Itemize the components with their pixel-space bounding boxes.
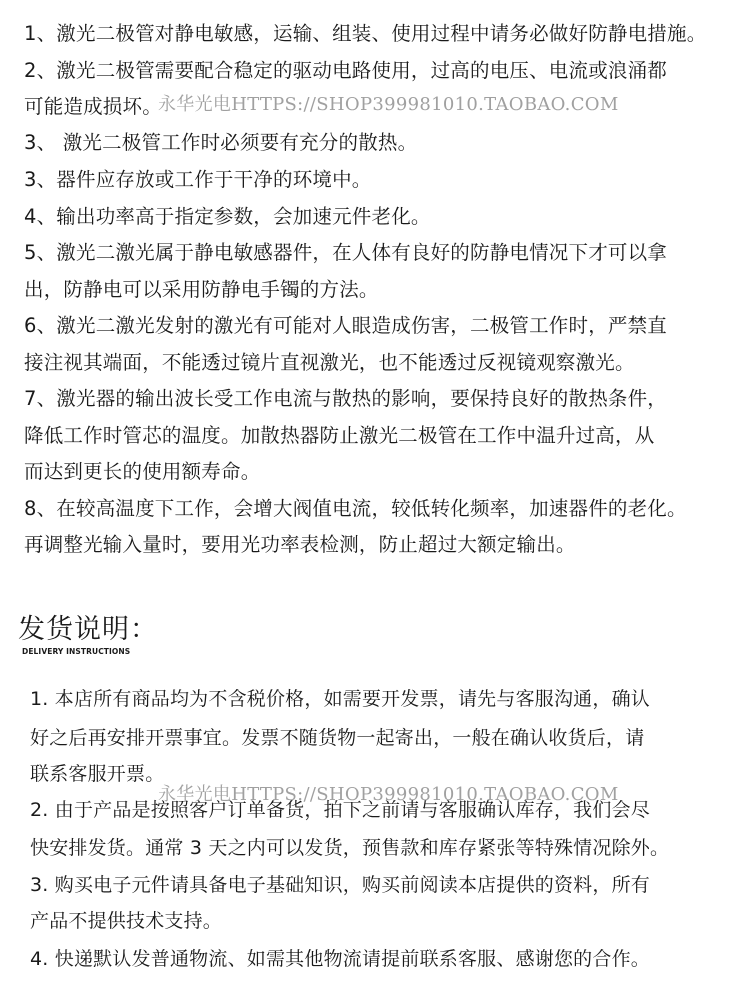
delivery-line: 4. 快递默认发普通物流、如需其他物流请提前联系客服、感谢您的合作。 bbox=[30, 948, 650, 970]
watermark: 永华光电HTTPS://SHOP399981010.TAOBAO.COM bbox=[158, 784, 619, 805]
note-line: 2、激光二极管需要配合稳定的驱动电路使用，过高的电压、电流或浪涌都 bbox=[24, 59, 668, 82]
delivery-line: 联系客服开票。 bbox=[30, 763, 165, 785]
note-line: 8、在较高温度下工作，会增大阀值电流，较低转化频率，加速器件的老化。 bbox=[24, 497, 687, 520]
delivery-line: 产品不提供技术支持。 bbox=[30, 910, 223, 932]
note-line: 5、激光二激光属于静电敏感器件，在人体有良好的防静电情况下才可以拿 bbox=[24, 241, 668, 264]
note-line: 3、 激光二极管工作时必须要有充分的散热。 bbox=[24, 131, 418, 154]
note-line: 再调整光输入量时，要用光功率表检测，防止超过大额定输出。 bbox=[24, 533, 576, 556]
note-line: 出，防静电可以采用防静电手镯的方法。 bbox=[24, 278, 379, 301]
note-line: 接注视其端面，不能透过镜片直视激光，也不能透过反视镜观察激光。 bbox=[24, 351, 635, 374]
watermark: 永华光电HTTPS://SHOP399981010.TAOBAO.COM bbox=[158, 94, 619, 115]
note-line: 而达到更长的使用额寿命。 bbox=[24, 460, 261, 483]
delivery-line: 2. 由于产品是按照客户订单备货，拍下之前请与客服确认库存，我们会尽 bbox=[30, 799, 650, 821]
note-line: 1、激光二极管对静电敏感，运输、组装、使用过程中请务必做好防静电措施。 bbox=[24, 22, 707, 45]
note-line: 3、器件应存放或工作于干净的环境中。 bbox=[24, 168, 372, 191]
note-line: 可能造成损坏。 bbox=[24, 95, 162, 118]
note-line: 7、激光器的输出波长受工作电流与散热的影响，要保持良好的散热条件， bbox=[24, 387, 668, 410]
delivery-subtitle: DELIVERY INSTRUCTIONS bbox=[22, 647, 131, 656]
delivery-title: 发货说明： bbox=[18, 614, 158, 645]
note-line: 降低工作时管芯的温度。加散热器防止激光二极管在工作中温升过高，从 bbox=[24, 424, 655, 447]
delivery-line: 快安排发货。通常 3 天之内可以发货，预售款和库存紧张等特殊情况除外。 bbox=[30, 837, 670, 859]
delivery-line: 1. 本店所有商品均为不含税价格，如需要开发票，请先与客服沟通，确认 bbox=[30, 688, 650, 710]
delivery-line: 3. 购买电子元件请具备电子基础知识，购买前阅读本店提供的资料，所有 bbox=[30, 874, 650, 896]
delivery-line: 好之后再安排开票事宜。发票不随货物一起寄出，一般在确认收货后，请 bbox=[30, 727, 645, 749]
note-line: 4、输出功率高于指定参数，会加速元件老化。 bbox=[24, 205, 431, 228]
note-line: 6、激光二激光发射的激光有可能对人眼造成伤害，二极管工作时，严禁直 bbox=[24, 314, 668, 337]
